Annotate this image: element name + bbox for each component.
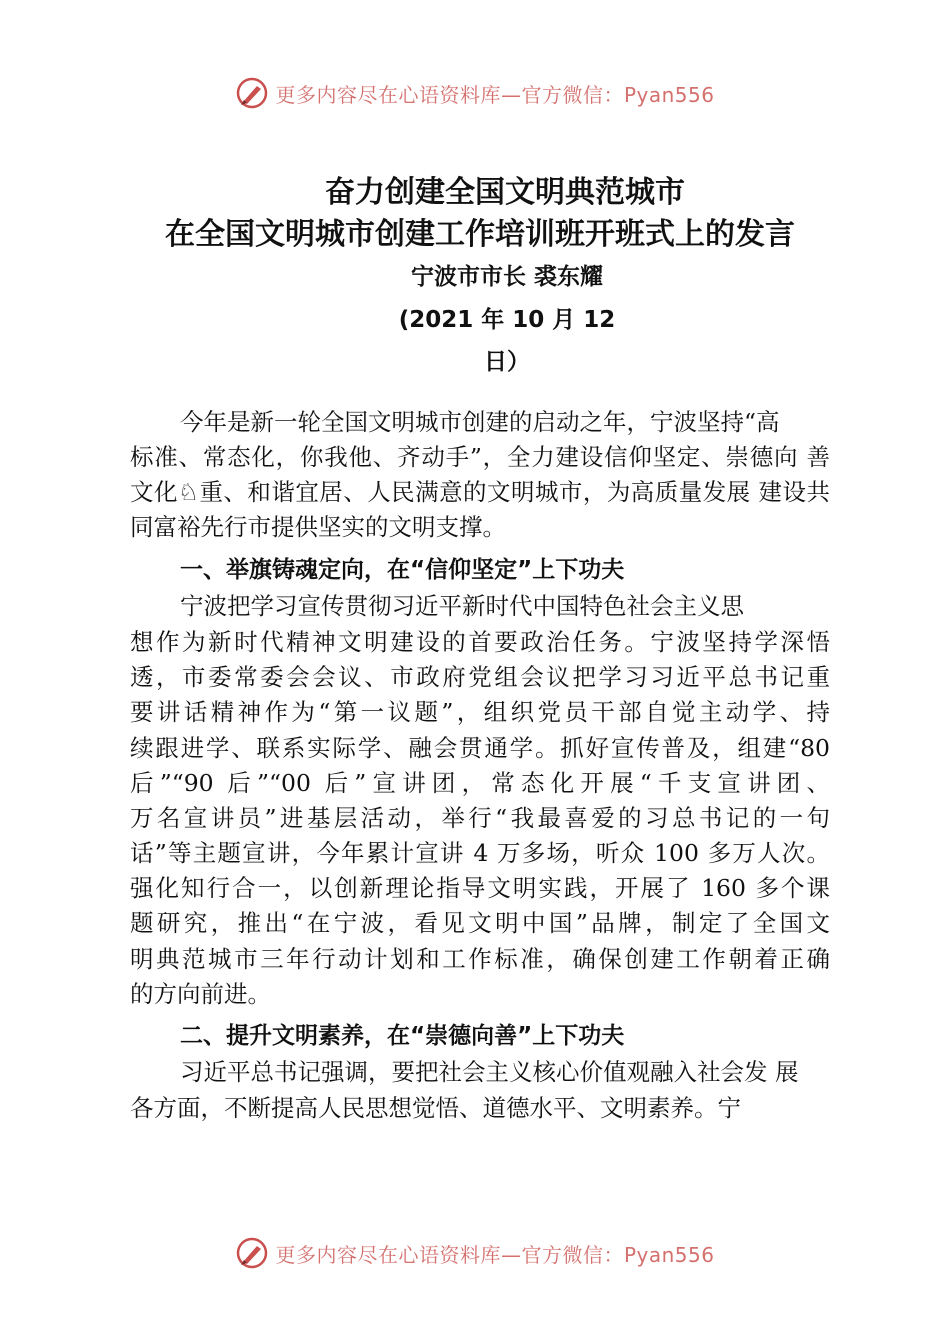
paragraph-line: 万名宣讲员”进基层活动，举行“我最喜爱的习总书记的一句 (130, 804, 830, 832)
title-line-2: 在全国文明城市创建工作培训班开班式上的发言 (165, 217, 795, 252)
paragraph-line: 习近平总书记强调，要把社会主义核心价值观融入社会发 展 (180, 1058, 799, 1086)
date-line-2: 日） (484, 349, 530, 375)
paragraph-line: 后”“90 后”“00 后”宣讲团，常态化开展“千支宣讲团、 (130, 769, 830, 797)
banner-text: 更多内容尽在心语资料库—官方微信：Pyan556 (275, 1242, 715, 1267)
paragraph-line: 各方面，不断提高人民思想觉悟、道德水平、文明素养。宁 (130, 1094, 741, 1122)
paragraph-line: 要讲话精神作为“第一议题”，组织党员干部自觉主动学、持 (130, 698, 830, 726)
paragraph-line: 题研究，推出“在宁波，看见文明中国”品牌，制定了全国文 (130, 909, 830, 937)
paragraph-line: 透，市委常委会会议、市政府党组会议把学习习近平总书记重 (130, 663, 830, 691)
section-heading-1: 一、举旗铸魂定向，在“信仰坚定”上下功夫 (180, 557, 625, 583)
paragraph-line: 强化知行合一，以创新理论指导文明实践，开展了 160 多个课 (130, 874, 830, 902)
banner-text: 更多内容尽在心语资料库—官方微信：Pyan556 (275, 82, 715, 107)
paragraph-line: 续跟进学、联系实际学、融会贯通学。抓好宣传普及，组建“80 (130, 734, 830, 762)
bottom-banner (0, 1233, 950, 1273)
paragraph-line: 明典范城市三年行动计划和工作标准，确保创建工作朝着正确 (130, 945, 830, 973)
paragraph-line: 今年是新一轮全国文明城市创建的启动之年，宁波坚持“高 (180, 408, 780, 436)
paragraph-line: 标准、常态化，你我他、齐动手”，全力建设信仰坚定、崇德向 善 (130, 443, 830, 471)
author-line: 宁波市市长 裘东耀 (410, 264, 603, 290)
paragraph-line: 话”等主题宣讲，今年累计宣讲 4 万多场，听众 100 多万人次。 (130, 839, 830, 867)
paragraph-line: 同富裕先行市提供坚实的文明支撑。 (130, 513, 506, 541)
section-heading-2: 二、提升文明素养，在“崇德向善”上下功夫 (180, 1023, 625, 1049)
paragraph-line: 宁波把学习宣传贯彻习近平新时代中国特色社会主义思 (180, 592, 744, 620)
ink-pen-logo-icon (235, 1236, 269, 1270)
paragraph-line: 想作为新时代精神文明建设的首要政治任务。宁波坚持学深悟 (130, 628, 830, 656)
ink-pen-logo-icon (235, 76, 269, 110)
top-banner (0, 73, 950, 113)
date-line-1: (2021 年 10 月 12 (398, 307, 616, 333)
title-line-1: 奋力创建全国文明典范城市 (325, 175, 685, 210)
paragraph-line: 文化♘重、和谐宜居、人民满意的文明城市，为高质量发展 建设共 (130, 478, 830, 506)
paragraph-line: 的方向前进。 (130, 980, 271, 1008)
